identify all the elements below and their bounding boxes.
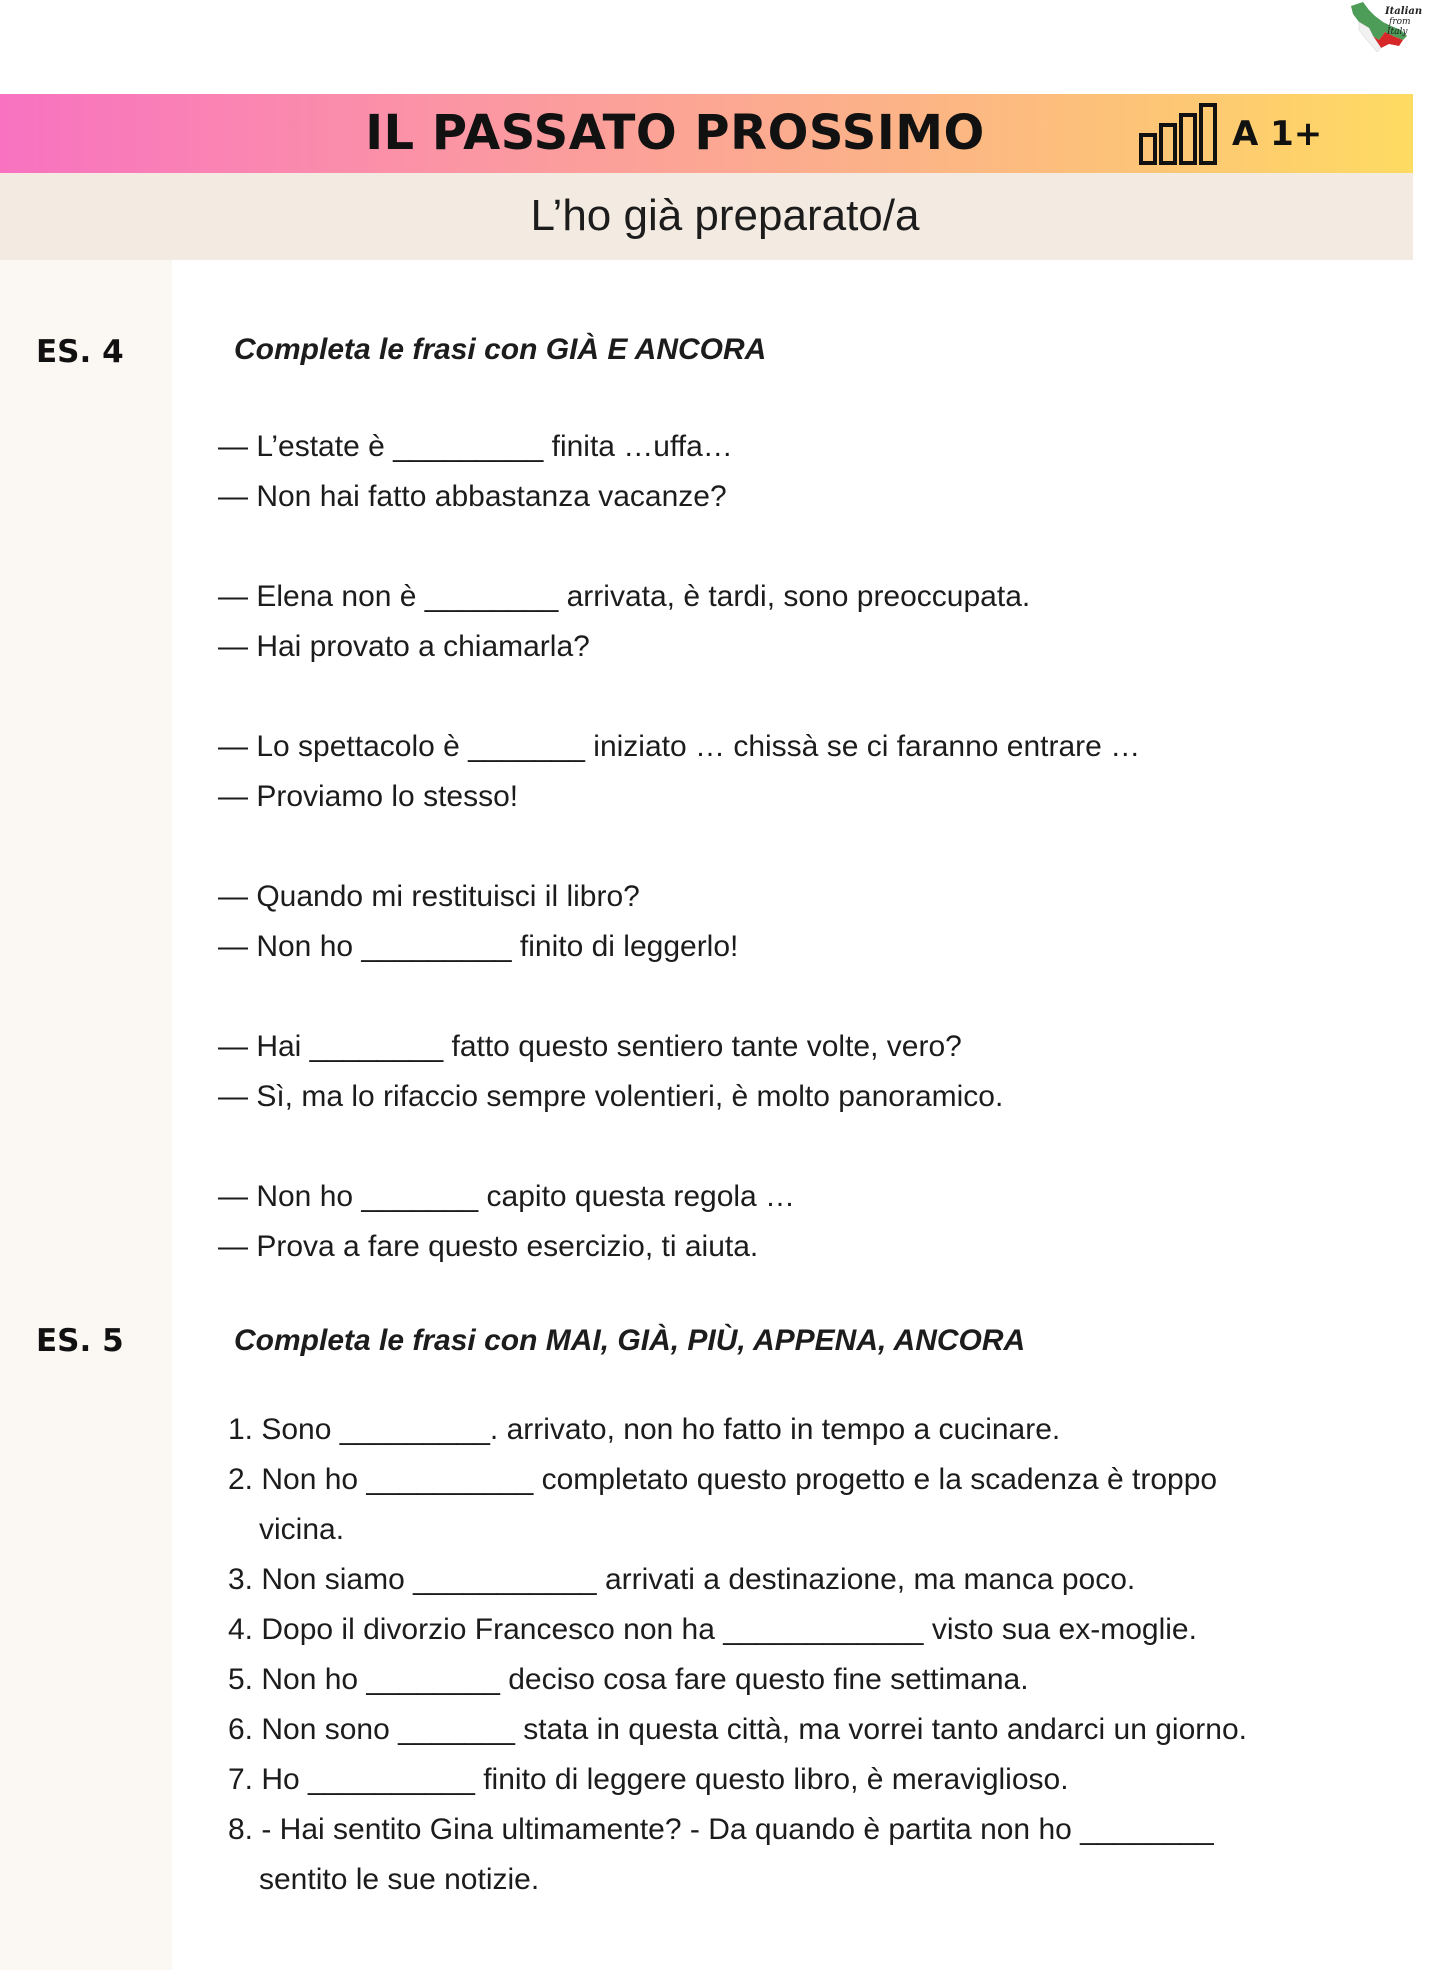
svg-text:from: from [1389, 17, 1411, 27]
ex5-item: 7. Ho __________ finito di leggere questo libro, è meraviglioso. [228, 1763, 1069, 1796]
level-bars-icon [1138, 102, 1222, 166]
subtitle-bar [0, 173, 1413, 260]
svg-text:Italy: Italy [1387, 27, 1408, 37]
ex4-line: — Prova a fare questo esercizio, ti aiuta. [218, 1230, 759, 1263]
italian-from-italy-logo [1329, 0, 1423, 62]
ex4-line: — Non hai fatto abbastanza vacanze? [218, 480, 727, 513]
ex4-line: — Proviamo lo stesso! [218, 780, 519, 813]
ex4-line: — Hai provato a chiamarla? [218, 630, 590, 663]
ex5-item-continuation: vicina. [259, 1513, 345, 1546]
page-title: IL PASSATO PROSSIMO [365, 105, 985, 161]
ex5-item: 3. Non siamo ___________ arrivati a destinazione, ma manca poco. [228, 1563, 1136, 1596]
exercise-4-instruction: Completa le frasi con GIÀ E ANCORA [234, 333, 767, 366]
page-subtitle: L’ho già preparato/a [530, 191, 920, 240]
ex5-item: 1. Sono _________. arrivato, non ho fatto in tempo a cucinare. [228, 1413, 1061, 1446]
exercise-5-label: ES. 5 [36, 1323, 124, 1359]
ex5-item: 2. Non ho __________ completato questo progetto e la scadenza è troppo [228, 1463, 1218, 1496]
ex4-line: — L’estate è _________ finita …uffa… [218, 430, 733, 463]
ex4-line: — Sì, ma lo rifaccio sempre volentieri, è molto panoramico. [218, 1080, 1004, 1113]
ex5-item: 5. Non ho ________ deciso cosa fare questo fine settimana. [228, 1663, 1029, 1696]
ex5-item: 8. - Hai sentito Gina ultimamente? - Da quando è partita non ho ________ [228, 1813, 1214, 1846]
left-margin-strip [0, 260, 172, 1970]
exercise-5-instruction: Completa le frasi con MAI, GIÀ, PIÙ, APPENA, ANCORA [234, 1324, 1026, 1357]
ex4-line: — Hai ________ fatto questo sentiero tante volte, vero? [218, 1030, 962, 1063]
svg-text:Italian: Italian [1385, 6, 1423, 17]
ex5-item: 4. Dopo il divorzio Francesco non ha ____________ visto sua ex-moglie. [228, 1613, 1197, 1646]
ex4-line: — Non ho _______ capito questa regola … [218, 1180, 796, 1213]
level-label: A 1+ [1232, 114, 1323, 154]
level-indicator [1138, 102, 1322, 166]
title-banner [0, 94, 1413, 173]
ex4-line: — Quando mi restituisci il libro? [218, 880, 640, 913]
exercise-4-label: ES. 4 [36, 334, 124, 370]
ex5-item-continuation: sentito le sue notizie. [259, 1863, 540, 1896]
ex4-line: — Non ho _________ finito di leggerlo! [218, 930, 739, 963]
ex4-line: — Elena non è ________ arrivata, è tardi, sono preoccupata. [218, 580, 1031, 613]
ex5-item: 6. Non sono _______ stata in questa città, ma vorrei tanto andarci un giorno. [228, 1713, 1247, 1746]
ex4-line: — Lo spettacolo è _______ iniziato … chissà se ci faranno entrare … [218, 730, 1141, 763]
